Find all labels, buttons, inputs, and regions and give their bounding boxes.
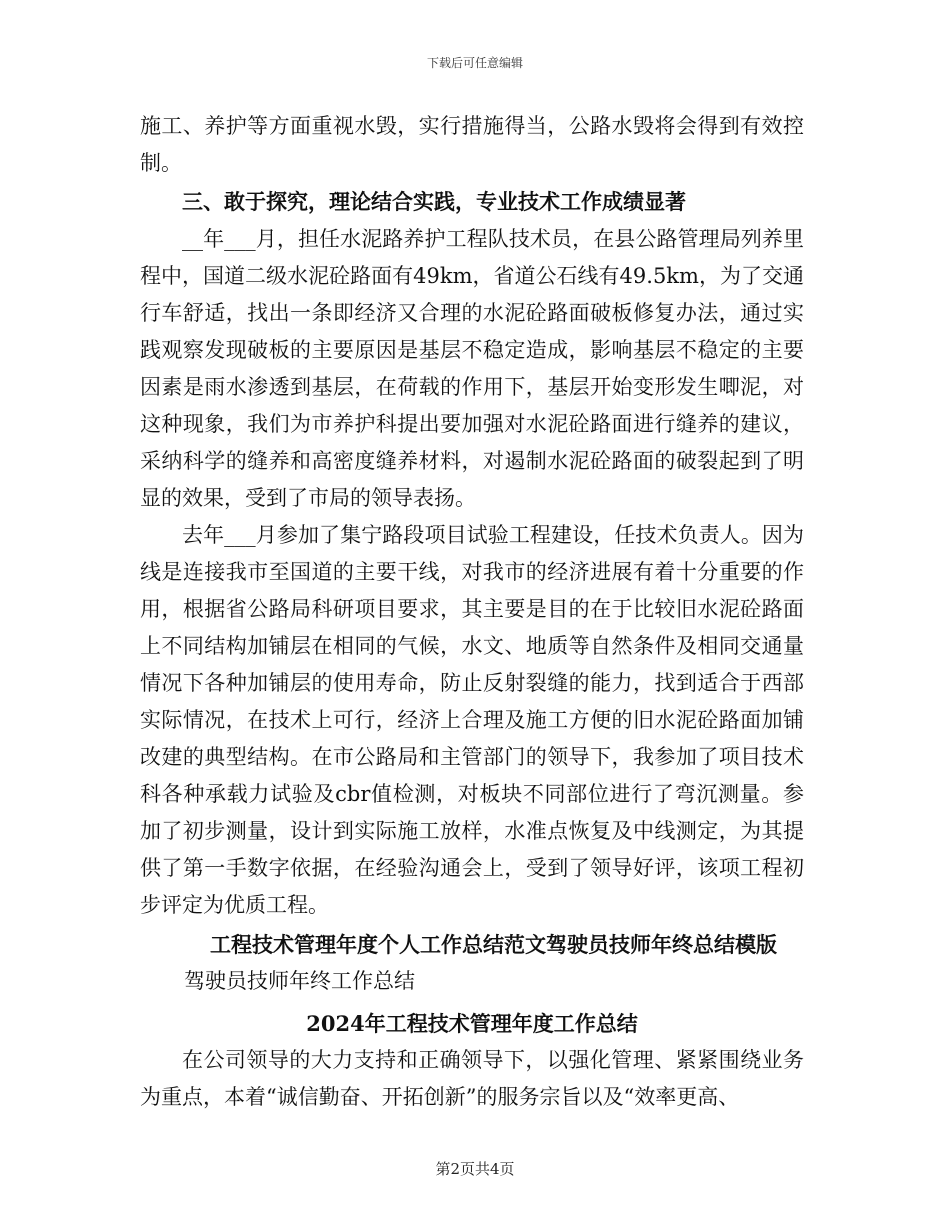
page-header: 下载后可任意编辑 bbox=[426, 56, 523, 70]
year-summary-heading: 2024年工程技术管理年度工作总结 bbox=[306, 1011, 638, 1036]
document-subtitle: 驾驶员技师年终工作总结 bbox=[184, 969, 415, 993]
document-title: 工程技术管理年度个人工作总结范文驾驶员技师年终总结模版 bbox=[210, 932, 777, 957]
paragraph-project: 去年___月参加了集宁路段项目试验工程建设，任技术负责人。因为线是连接我市至国道的主要干线，对我市的经济进展有着十分重要的作用，根据省公路局科研项目要求，其主要是目的在于比较旧水泥砼路面上不同结构加铺层在相同的气候，水文、地质等自然条件及相同交通量情况下各种加铺层的使用寿命，防止反射裂缝的能力，找到适合于西部实际情况，在技术上可行，经济上合理及施工方便的旧水泥砼路面加铺改建的典型结构。在市公路局和主管部门的领导下，我参加了项目技术科各种承载力试验及cbr值检测，对板块不同部位进行了弯沉测量。参加了初步测量，设计到实际施工放样，水准点恢复及中线测定，为其提供了第一手数字依据，在经验沟通会上，受到了领导好评，该项工程初步评定为优质工程。 bbox=[140, 523, 804, 917]
paragraph-continuation: 施工、养护等方面重视水毁，实行措施得当，公路水毁将会得到有效控制。 bbox=[140, 114, 804, 175]
section-heading: 三、敢于探究，理论结合实践，专业技术工作成绩显著 bbox=[182, 189, 686, 214]
document-body bbox=[140, 108, 804, 1116]
page-number: 第2页共4页 bbox=[435, 1160, 515, 1178]
paragraph-technician: __年___月，担任水泥路养护工程队技术员，在县公路管理局列养里程中，国道二级水泥砼路面有49km，省道公石线有49.5km，为了交通行车舒适，找出一条即经济又合理的水泥砼路面破板修复办法，通过实践观察发现破板的主要原因是基层不稳定造成，影响基层不稳定的主要因素是雨水渗透到基层，在荷载的作用下，基层开始变形发生唧泥，对这种现象，我们为市养护科提出要加强对水泥砼路面进行缝养的建议，采纳科学的缝养和高密度缝养材料，对遏制水泥砼路面的破裂起到了明显的效果，受到了市局的领导表扬。 bbox=[140, 227, 804, 510]
paragraph-intro: 在公司领导的大力支持和正确领导下，以强化管理、紧紧围绕业务为重点，本着“诚信勤奋、开拓创新”的服务宗旨以及“效率更高、 bbox=[140, 1048, 804, 1109]
